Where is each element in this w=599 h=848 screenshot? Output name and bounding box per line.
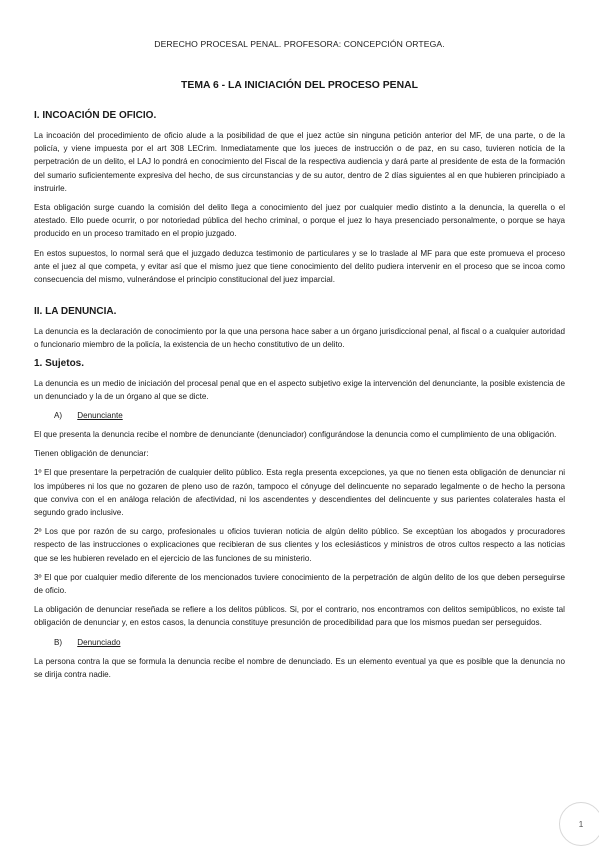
paragraph: El que presenta la denuncia recibe el nombre de denunciante (denunciador) configurándose la denuncia como el cumplimiento de una obligación. xyxy=(34,430,557,440)
document-body xyxy=(34,110,565,687)
paragraph: 1º El que presentare la perpetración de cualquier delito público. Esta regla presenta excepciones, ya que no tienen esta obligación de denunciar ni los impúberes ni los que no gozaren de pleno uso de razón, tampoco el cónyuge del delincuente no separado legalmente o de hecho la persona que conviva con el en análoga relación de afectividad, ni los ascendentes y descendientes del delincuente y sus parientes colaterales hasta el segundo grado inclusive. xyxy=(34,468,565,518)
paragraph: 2º Los que por razón de su cargo, profesionales u oficios tuvieran noticia de algún delito público. Se exceptúan los abogados y procuradores respecto de las instrucciones o explicaciones que recibieran de sus clientes y los eclesiásticos y ministros de otros cultos respecto a las noticias que se les hubieren revelado en el ejercicio de las funciones de su ministerio. xyxy=(34,527,565,563)
paragraph: La denuncia es un medio de iniciación del procesal penal que en el aspecto subjetivo exige la intervención del denunciante, la posible existencia de un denunciado y la de un órgano al que se dicte. xyxy=(34,378,565,401)
paragraph: Tienen obligación de denunciar: xyxy=(34,449,149,459)
subheading-denunciado xyxy=(34,636,565,649)
subheading-title: Denunciante xyxy=(77,411,123,421)
section-heading-incoacion: I. INCOACIÓN DE OFICIO. xyxy=(34,110,157,121)
paragraph: La denuncia es la declaración de conocimiento por la que una persona hace saber a un órgano jurisdiccional penal, al fiscal o a cualquier autoridad o funcionario miembro de la policía, la existencia de un hecho constitutivo de un delito. xyxy=(34,327,565,350)
paragraph: La incoación del procedimiento de oficio alude a la posibilidad de que el juez actúe sin ninguna petición anterior del MF, de una parte, o de la policía, y viene impuesta por el art 308 LECrim. Inmediatamente que los jueces de instrucción o de paz, en su caso, tuvieren noticia de la perpetración de un delito, el LAJ lo pondrá en conocimiento del Fiscal de la respectiva audiencia y dará parte al presidente de esta de la formación del sumario suficientemente expresiva del hecho, de sus circunstancias y de su autor, dentro de 2 días siguientes al en que hubieren principiado a instruirle. xyxy=(34,131,565,193)
list-letter: A) xyxy=(54,411,63,421)
paragraph: Esta obligación surge cuando la comisión del delito llega a conocimiento del juez por cualquier medio distinto a la denuncia, la querella o el atestado. Ello puede ocurrir, o por notoriedad pública del hecho criminal, o porque el juez lo haya presenciado personalmente, o porque se haya producido en un proceso tramitado en el propio juzgado. xyxy=(34,203,565,239)
document-title: TEMA 6 - LA INICIACIÓN DEL PROCESO PENAL xyxy=(181,80,418,91)
subheading-denunciante xyxy=(34,409,565,422)
paragraph: La obligación de denunciar reseñada se refiere a los delitos públicos. Si, por el contrario, nos encontramos con delitos semipúblicos, no existe tal obligación de denunciar y, en estos casos, la denuncia constituye presunción de procedibilidad para que los mismos puedan ser perseguidos. xyxy=(34,605,565,628)
subsection-heading-sujetos: 1. Sujetos. xyxy=(34,357,85,369)
list-letter: B) xyxy=(54,637,63,647)
page-number: 1 xyxy=(559,802,599,846)
paragraph: La persona contra la que se formula la denuncia recibe el nombre de denunciado. Es un elemento eventual ya que es posible que la denuncia no se dirija contra nadie. xyxy=(34,656,565,679)
running-header: DERECHO PROCESAL PENAL. PROFESORA: CONCEPCIÓN ORTEGA. xyxy=(154,39,445,49)
subheading-title: Denunciado xyxy=(77,637,121,647)
paragraph: En estos supuestos, lo normal será que el juzgado deduzca testimonio de particulares y se lo traslade al MF para que este promueva el proceso ante el juez al que competa, y evitar así que el mismo juez que tiene conocimiento del delito pudiera intervenir en el proceso que se incoa como consecuencia del mismo, vulnerándose el principio constitucional del juez imparcial. xyxy=(34,248,565,285)
paragraph: 3º El que por cualquier medio diferente de los mencionados tuviere conocimiento de la perpetración de algún delito de los que deben perseguirse de oficio. xyxy=(34,572,565,596)
section-heading-denuncia: II. LA DENUNCIA. xyxy=(34,306,117,318)
